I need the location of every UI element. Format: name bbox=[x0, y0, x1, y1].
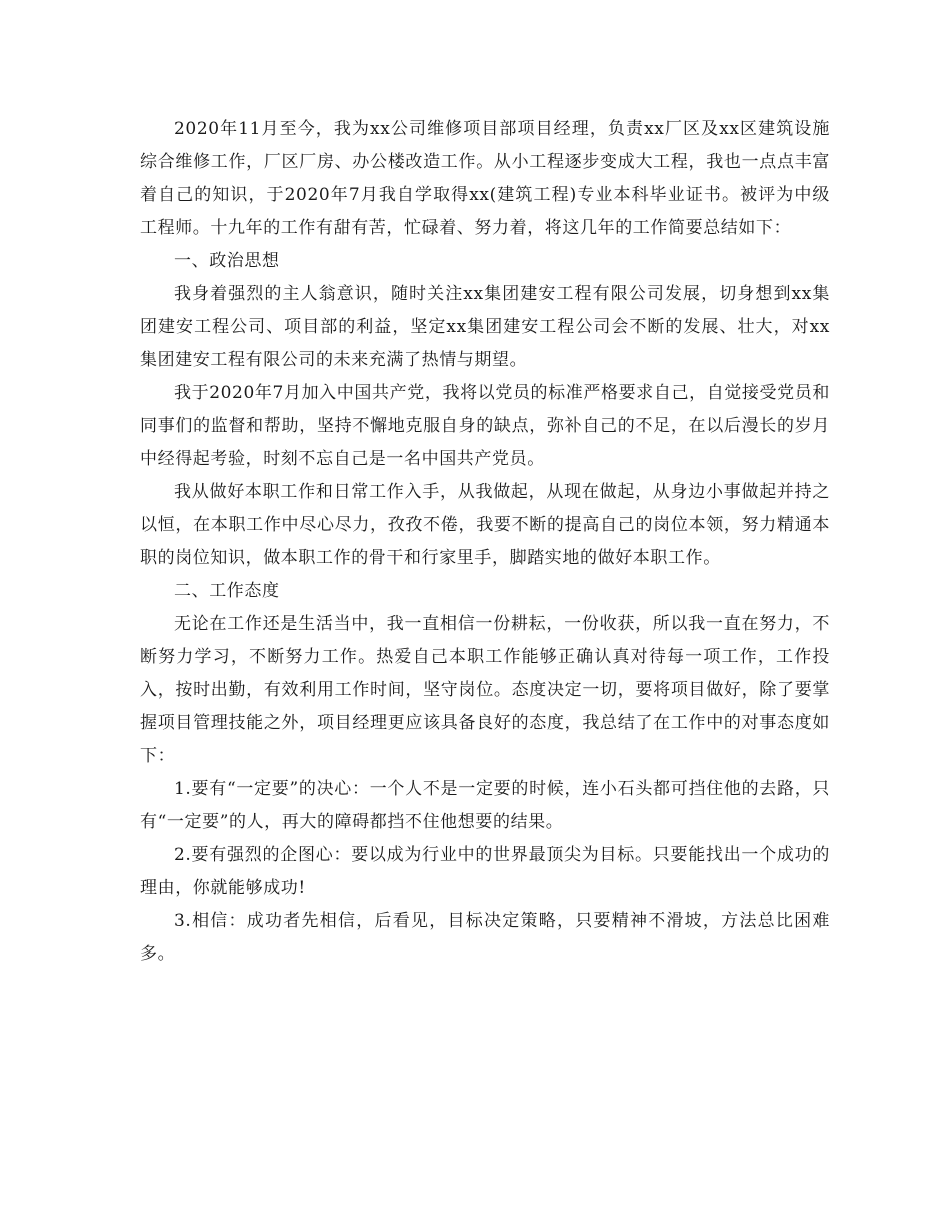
attitude-item-1: 1.要有“一定要”的决心：一个人不是一定要的时候，连小石头都可挡住他的去路，只有“一定要”的人，再大的障碍都挡不住他想要的结果。 bbox=[140, 779, 830, 832]
document-body bbox=[140, 113, 830, 971]
section-heading-political: 一、政治思想 bbox=[174, 251, 280, 271]
intro-paragraph: 2020年11月至今，我为xx公司维修项目部项目经理，负责xx厂区及xx区建筑设施综合维修工作，厂区厂房、办公楼改造工作。从小工程逐步变成大工程，我也一点点丰富着自己的知识，于2020年7月我自学取得xx(建筑工程)专业本科毕业证书。被评为中级工程师。十九年的工作有甜有苦，忙碌着、努力着，将这几年的工作简要总结如下： bbox=[140, 119, 830, 238]
attitude-item-2: 2.要有强烈的企图心：要以成为行业中的世界最顶尖为目标。只要能找出一个成功的理由，你就能够成功! bbox=[140, 845, 830, 898]
political-paragraph-3: 我从做好本职工作和日常工作入手，从我做起，从现在做起，从身边小事做起并持之以恒，在本职工作中尽心尽力，孜孜不倦，我要不断的提高自己的岗位本领，努力精通本职的岗位知识，做本职工作的骨干和行家里手，脚踏实地的做好本职工作。 bbox=[140, 482, 830, 568]
political-paragraph-1: 我身着强烈的主人翁意识，随时关注xx集团建安工程有限公司发展，切身想到xx集团建安工程公司、项目部的利益，坚定xx集团建安工程公司会不断的发展、壮大，对xx集团建安工程有限公司的未来充满了热情与期望。 bbox=[140, 284, 830, 370]
attitude-item-3: 3.相信：成功者先相信，后看见，目标决定策略，只要精神不滑坡，方法总比困难多。 bbox=[140, 911, 830, 964]
political-paragraph-2: 我于2020年7月加入中国共产党，我将以党员的标准严格要求自己，自觉接受党员和同事们的监督和帮助，坚持不懈地克服自身的缺点，弥补自己的不足，在以后漫长的岁月中经得起考验，时刻不忘自己是一名中国共产党员。 bbox=[140, 383, 830, 469]
section-heading-attitude: 二、工作态度 bbox=[174, 581, 280, 601]
attitude-paragraph: 无论在工作还是生活当中，我一直相信一份耕耘，一份收获，所以我一直在努力，不断努力学习，不断努力工作。热爱自己本职工作能够正确认真对待每一项工作，工作投入，按时出勤，有效利用工作时间，坚守岗位。态度决定一切，要将项目做好，除了要掌握项目管理技能之外，项目经理更应该具备良好的态度，我总结了在工作中的对事态度如下： bbox=[140, 614, 830, 766]
